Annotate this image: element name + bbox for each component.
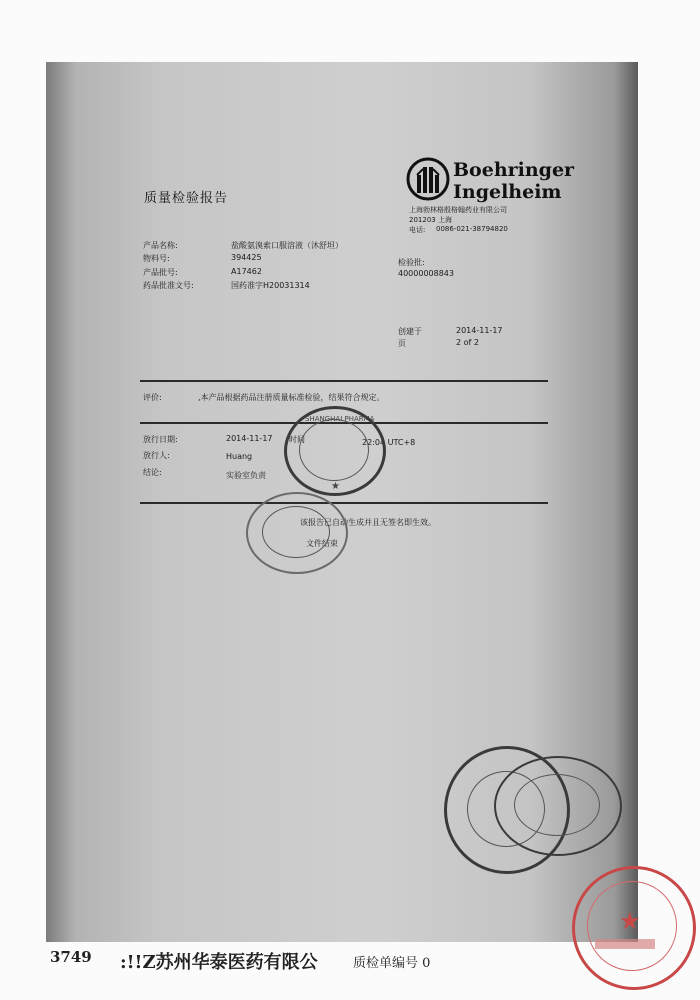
quality-seal-stamp: [246, 492, 348, 574]
created-value: 2014-11-17: [456, 326, 503, 335]
company-seal-stamp: SHANGHAI PHARMA ★: [284, 406, 386, 496]
boehringer-logo-icon: [406, 157, 450, 201]
end-note: 文件结束: [306, 539, 338, 548]
product-name-label: 产品名称:: [143, 241, 178, 250]
releaser-value: Huang: [226, 452, 253, 461]
batch-label: 产品批号:: [143, 268, 178, 277]
brand-name-line1: Boehringer: [453, 159, 575, 181]
phone-label: 电话:: [409, 226, 426, 234]
release-date-value: 2014-11-17: [226, 434, 273, 443]
footer-company: :!!Z苏州华泰医药有限公: [120, 952, 318, 973]
page-label: 页: [398, 339, 406, 348]
material-no-label: 物料号:: [143, 254, 170, 263]
created-label: 创建于: [398, 327, 422, 336]
phone-value: 0086-021-38794820: [436, 225, 508, 233]
report-title: 质量检验报告: [144, 191, 229, 206]
footer-form-label: 质检单编号 0: [353, 956, 431, 971]
page-value: 2 of 2: [456, 338, 479, 347]
suzhou-seal-stamp-2: [494, 756, 622, 856]
footer-number: 3749: [50, 948, 92, 966]
company-address: 201203 上海: [409, 216, 452, 224]
star-icon: ★: [619, 907, 641, 935]
conclusion-label: 结论:: [143, 468, 162, 477]
scanned-report: [46, 62, 638, 942]
product-name-value: 盐酸氨溴索口服溶液（沐舒坦）: [231, 241, 343, 250]
red-company-stamp: [572, 866, 696, 990]
material-no-value: 394425: [231, 253, 262, 262]
inspection-batch-label: 检验批:: [398, 258, 425, 267]
release-time-prefix: 时间: [289, 435, 305, 444]
evaluation-text: ,本产品根据药品注册质量标准检验，结果符合规定。: [198, 393, 385, 402]
releaser-label: 放行人:: [143, 451, 170, 460]
divider-line: [140, 502, 548, 504]
brand-logo: [406, 157, 450, 205]
divider-line: [140, 380, 548, 382]
inspection-batch-value: 40000008843: [398, 269, 454, 278]
company-name: 上海勃林格殷格翰药业有限公司: [409, 206, 507, 214]
approval-label: 药品批准文号:: [143, 281, 194, 290]
electronic-note: 该报告已自动生成并且无签名即生效。: [300, 518, 436, 527]
approval-value: 国药准字H20031314: [231, 281, 310, 290]
stamp-seal-text: SHANGHAI PHARMA: [305, 415, 375, 423]
conclusion-value: 实验室负责: [226, 471, 266, 480]
brand-name-line2: Ingelheim: [453, 181, 562, 203]
evaluation-label: 评价:: [143, 393, 162, 402]
batch-value: A17462: [231, 267, 262, 276]
release-date-label: 放行日期:: [143, 435, 178, 444]
release-time-value: 22:04 UTC+8: [362, 438, 416, 447]
